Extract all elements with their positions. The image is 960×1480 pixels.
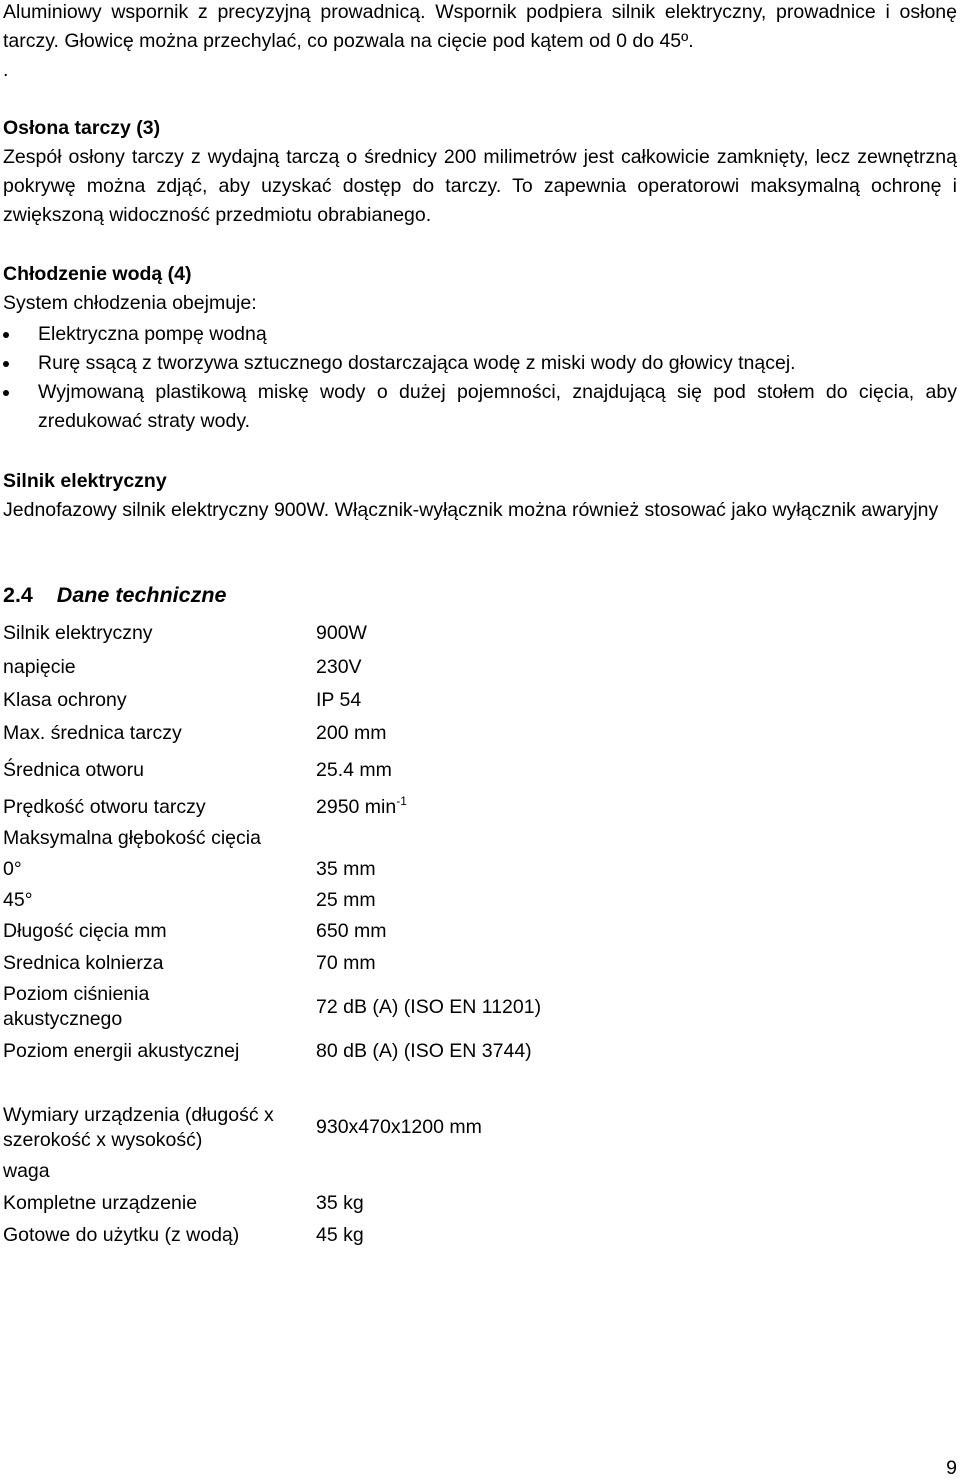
spec-label: Max. średnica tarczy	[3, 722, 182, 744]
spec-label: Klasa ochrony	[3, 689, 127, 711]
spec-value: 80 dB (A) (ISO EN 3744)	[316, 1040, 532, 1062]
spec-value: 35 mm	[316, 858, 376, 880]
spec-label: napięcie	[3, 656, 76, 678]
blade-guard-paragraph: Zespół osłony tarczy z wydajną tarczą o średnicy 200 milimetrów jest całkowicie zamknięty, lecz zewnętrzną pokrywę można zdjąć, aby uzyskać dostęp do tarczy. To zapewnia operatorowi maksymalną ochronę i zwiększoną widoczność przedmiotu obrabianego.	[3, 146, 957, 226]
spec-label: Prędkość otworu tarczy	[3, 796, 206, 818]
spec-value: 25 mm	[316, 889, 376, 911]
list-item	[3, 378, 957, 436]
intro-paragraph: Aluminiowy wspornik z precyzyjną prowadnicą. Wspornik podpiera silnik elektryczny, prowadnice i osłonę tarczy. Głowicę można przechylać, co pozwala na cięcie pod kątem od 0 do 45º.	[3, 1, 957, 52]
spec-value: 930x470x1200 mm	[316, 1116, 482, 1138]
spec-value-text: 2950 min	[316, 796, 397, 818]
spec-value: 230V	[316, 656, 362, 678]
water-cooling-heading: Chłodzenie wodą (4)	[3, 263, 192, 285]
spec-value-superscript: -1	[396, 794, 407, 808]
blade-guard-heading: Osłona tarczy (3)	[3, 117, 161, 139]
bullet-icon	[3, 361, 9, 367]
spec-label: Kompletne urządzenie	[3, 1192, 198, 1214]
bullet-icon	[3, 332, 9, 338]
motor-heading: Silnik elektryczny	[3, 470, 167, 492]
spec-value: 45 kg	[316, 1224, 364, 1246]
spec-label: Srednica kolnierza	[3, 952, 164, 974]
spec-value: 72 dB (A) (ISO EN 11201)	[316, 996, 542, 1018]
section-title-text: Dane techniczne	[56, 583, 227, 607]
stray-dot: .	[3, 59, 9, 81]
spec-label: Maksymalna głębokość cięcia	[3, 827, 261, 849]
list-item-text: Elektryczna pompę wodną	[38, 323, 267, 345]
spec-value: 70 mm	[316, 952, 376, 974]
spec-value: 35 kg	[316, 1192, 364, 1214]
spec-label: 0°	[3, 858, 22, 880]
list-item-text: Wyjmowaną plastikową miskę wody o dużej pojemności, znajdującą się pod stołem do cięcia, aby zredukować straty wody.	[38, 381, 957, 432]
water-cooling-list	[3, 320, 957, 436]
list-item	[3, 349, 957, 378]
spec-value: 25.4 mm	[316, 759, 392, 781]
spec-label: Wymiary urządzenia (długość x szerokość x wysokość)	[3, 1104, 274, 1151]
page-number: 9	[946, 1457, 957, 1479]
spec-label: Poziom energii akustycznej	[3, 1040, 240, 1062]
spec-label: waga	[3, 1160, 50, 1182]
spec-label: Poziom ciśnienia akustycznego	[3, 983, 150, 1030]
spec-label: Średnica otworu	[3, 759, 144, 781]
spec-label: Gotowe do użytku (z wodą)	[3, 1224, 240, 1246]
section-title	[3, 581, 226, 609]
spec-label: Silnik elektryczny	[3, 622, 153, 644]
spec-label: 45°	[3, 889, 33, 911]
water-cooling-intro: System chłodzenia obejmuje:	[3, 292, 257, 314]
list-item-text: Rurę ssącą z tworzywa sztucznego dostarczająca wodę z miski wody do głowicy tnącej.	[38, 352, 796, 374]
spec-value	[316, 795, 407, 820]
bullet-icon	[3, 390, 9, 396]
section-number: 2.4	[3, 583, 33, 607]
spec-label: Długość cięcia mm	[3, 920, 167, 942]
spec-value: 900W	[316, 622, 367, 644]
spec-value: 650 mm	[316, 920, 387, 942]
list-item	[3, 320, 957, 349]
motor-paragraph: Jednofazowy silnik elektryczny 900W. Włącznik-wyłącznik można również stosować jako wyłącznik awaryjny	[3, 499, 939, 521]
spec-value: IP 54	[316, 689, 362, 711]
spec-value: 200 mm	[316, 722, 387, 744]
